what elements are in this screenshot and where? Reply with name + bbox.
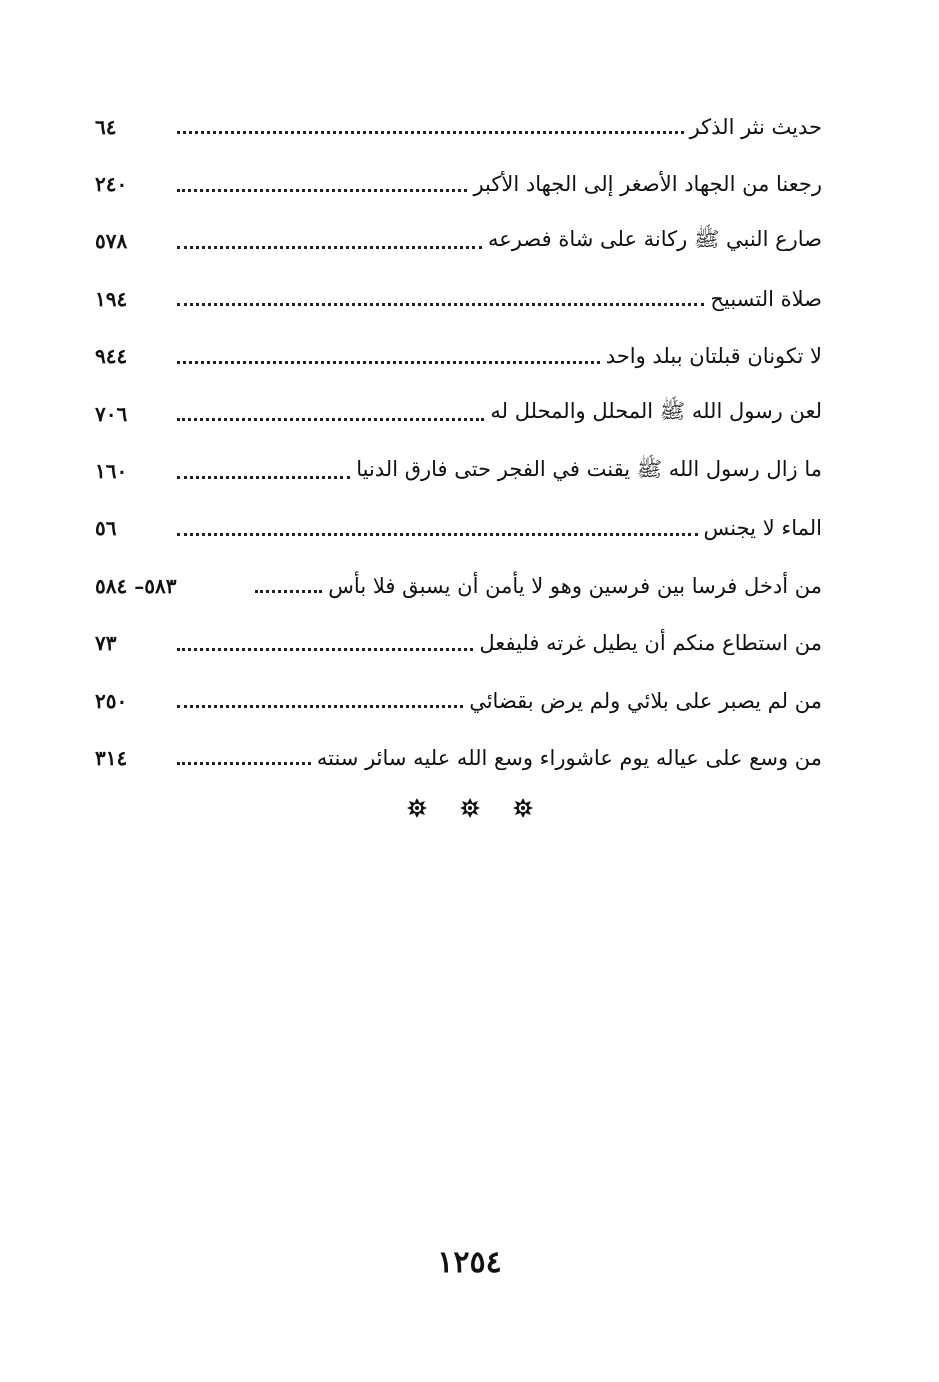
index-entry xyxy=(95,385,822,442)
star-flower-icon xyxy=(459,797,481,819)
index-entry xyxy=(95,213,822,270)
entry-page-number: ٥٧٨ xyxy=(95,229,128,254)
dot-leader xyxy=(177,189,467,192)
index-entry xyxy=(95,328,822,385)
entry-page-number: ٦٤ xyxy=(95,114,117,139)
index-entry xyxy=(95,729,822,786)
entry-title: ما زال رسول الله ﷺ يقنت في الفجر حتى فارق الدنيا xyxy=(356,456,822,481)
entry-title: لعن رسول الله ﷺ المحلل والمحلل له xyxy=(490,399,822,424)
dot-leader xyxy=(177,418,484,421)
entry-page-number: ١٦٠ xyxy=(95,459,128,484)
entry-page-number: ٢٥٠ xyxy=(95,688,128,713)
entry-title: صارع النبي ﷺ ركانة على شاة فصرعه xyxy=(488,226,822,251)
dot-leader xyxy=(177,303,704,306)
index-entry xyxy=(95,155,822,212)
entry-page-number: ١٩٤ xyxy=(95,286,128,311)
dot-leader xyxy=(177,246,482,249)
dot-leader xyxy=(177,533,698,536)
dot-leader xyxy=(177,648,473,651)
dot-leader xyxy=(177,361,600,364)
entry-title: من لم يصبر على بلائي ولم يرض بقضائي xyxy=(469,688,822,713)
star-flower-icon xyxy=(406,797,428,819)
index-entry xyxy=(95,442,822,499)
star-flower-icon xyxy=(512,797,534,819)
entry-page-number: ٧٣ xyxy=(95,631,117,656)
index-entry xyxy=(95,98,822,155)
index-entry xyxy=(95,500,822,557)
dot-leader xyxy=(177,705,463,708)
entry-title: صلاة التسبيح xyxy=(710,286,822,311)
dot-leader xyxy=(177,131,684,134)
entry-page-number: ٩٤٤ xyxy=(95,344,128,369)
entry-page-number: ٣١٤ xyxy=(95,745,128,770)
dot-leader xyxy=(255,590,322,593)
index-entry xyxy=(95,615,822,672)
index-entry xyxy=(95,672,822,729)
entry-title: الماء لا يجنس xyxy=(703,516,822,541)
entry-title: من استطاع منكم أن يطيل غرته فليفعل xyxy=(479,631,822,656)
index-entry xyxy=(95,270,822,327)
entry-title: من أدخل فرسا بين فرسين وهو لا يأمن أن يسبق فلا بأس xyxy=(328,573,822,598)
dot-leader xyxy=(177,762,311,765)
entry-page-number: ٧٠٦ xyxy=(95,401,128,426)
entry-title: حديث نثر الذكر xyxy=(689,114,822,139)
entry-title: رجعنا من الجهاد الأصغر إلى الجهاد الأكبر xyxy=(473,172,822,197)
entry-page-number: ٥٦ xyxy=(95,516,117,541)
dot-leader xyxy=(177,476,350,479)
index-list xyxy=(95,98,822,787)
entry-title: لا تكونان قبلتان ببلد واحد xyxy=(605,344,822,369)
section-end-ornament xyxy=(0,797,939,825)
entry-page-number: ٥٨٣– ٥٨٤ xyxy=(95,573,177,598)
entry-page-number: ٢٤٠ xyxy=(95,172,128,197)
entry-title: من وسع على عياله يوم عاشوراء وسع الله عليه سائر سنته xyxy=(316,745,822,770)
page-number: ١٢٥٤ xyxy=(437,1245,502,1280)
index-entry xyxy=(95,557,822,614)
